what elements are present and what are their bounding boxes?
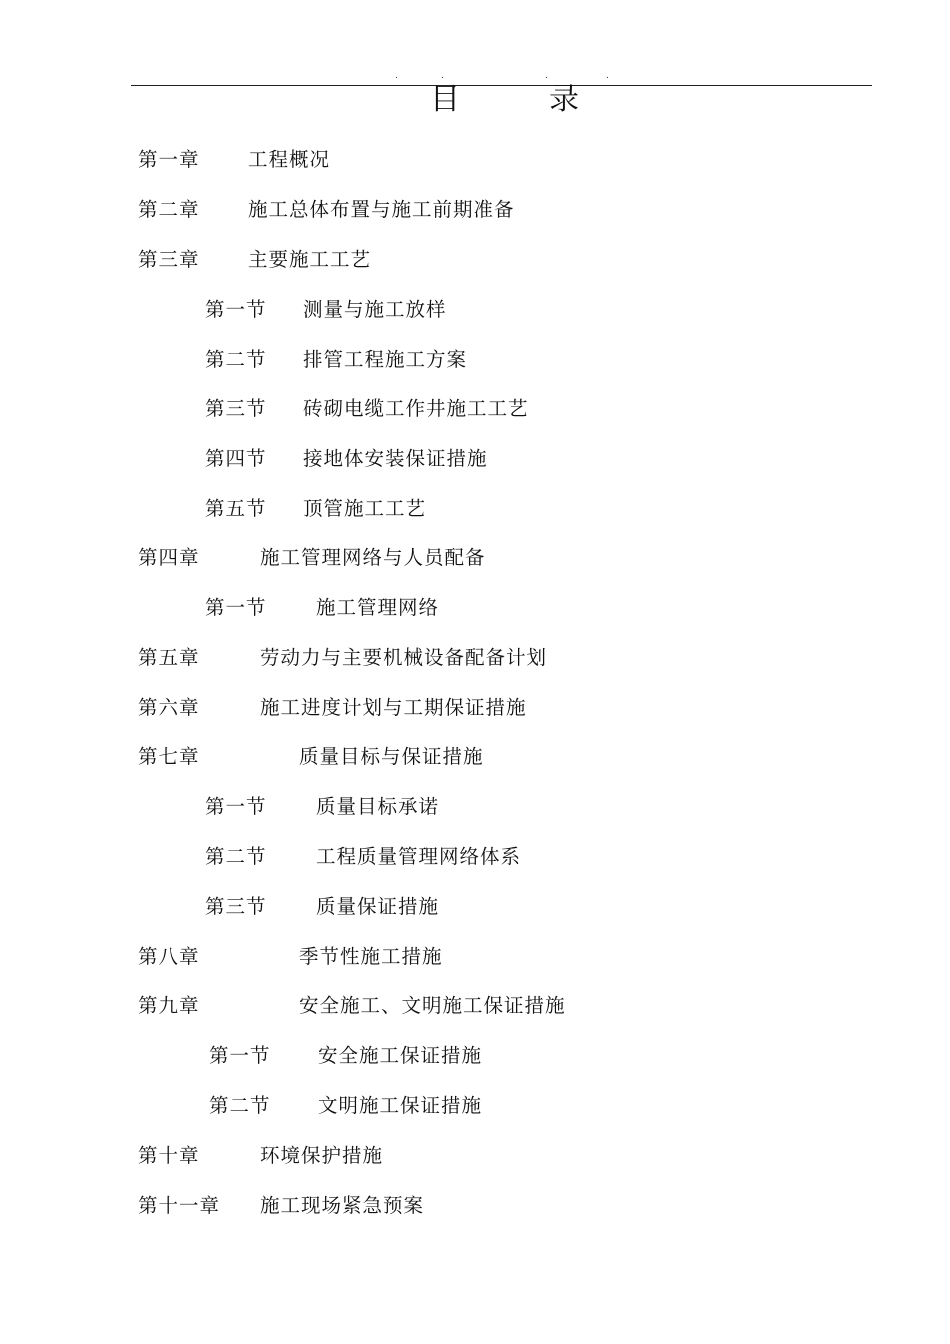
section-label: 第一节 <box>205 596 267 619</box>
header-dot: . <box>441 71 444 81</box>
chapter-title: 环境保护措施 <box>260 1144 384 1167</box>
section-label: 第四节 <box>205 447 267 470</box>
chapter-title: 施工进度计划与工期保证措施 <box>260 696 527 719</box>
section-label: 第三节 <box>205 397 267 420</box>
section-label: 第一节 <box>205 298 267 321</box>
chapter-title: 安全施工、文明施工保证措施 <box>299 994 566 1017</box>
section-title: 接地体安装保证措施 <box>303 447 488 470</box>
chapter-label: 第七章 <box>138 745 200 768</box>
section-label: 第二节 <box>209 1094 271 1117</box>
section-label: 第一节 <box>205 795 267 818</box>
section-title: 顶管施工工艺 <box>303 497 427 520</box>
chapter-title: 劳动力与主要机械设备配备计划 <box>260 646 548 669</box>
chapter-label: 第九章 <box>138 994 200 1017</box>
chapter-label: 第二章 <box>138 198 200 221</box>
chapter-label: 第五章 <box>138 646 200 669</box>
toc-title-char-2: 录 <box>549 82 579 117</box>
section-title: 工程质量管理网络体系 <box>316 845 522 868</box>
toc-title-char-1: 目 <box>430 82 460 117</box>
section-title: 质量保证措施 <box>316 895 440 918</box>
chapter-label: 第四章 <box>138 546 200 569</box>
section-title: 文明施工保证措施 <box>318 1094 483 1117</box>
header-dot: . <box>545 71 548 81</box>
chapter-label: 第六章 <box>138 696 200 719</box>
header-dot: . <box>395 71 398 81</box>
section-label: 第一节 <box>209 1044 271 1067</box>
chapter-title: 主要施工工艺 <box>248 248 372 271</box>
section-title: 测量与施工放样 <box>303 298 447 321</box>
chapter-title: 施工管理网络与人员配备 <box>260 546 486 569</box>
section-title: 安全施工保证措施 <box>318 1044 483 1067</box>
section-title: 排管工程施工方案 <box>303 348 468 371</box>
section-label: 第二节 <box>205 348 267 371</box>
section-title: 质量目标承诺 <box>316 795 440 818</box>
section-label: 第二节 <box>205 845 267 868</box>
chapter-title: 质量目标与保证措施 <box>299 745 484 768</box>
chapter-label: 第十一章 <box>138 1194 221 1217</box>
chapter-title: 施工现场紧急预案 <box>260 1194 425 1217</box>
header-rule <box>131 85 872 86</box>
chapter-label: 第三章 <box>138 248 200 271</box>
section-title: 施工管理网络 <box>316 596 440 619</box>
chapter-label: 第八章 <box>138 945 200 968</box>
chapter-label: 第一章 <box>138 148 200 171</box>
chapter-title: 工程概况 <box>248 148 331 171</box>
chapter-label: 第十章 <box>138 1144 200 1167</box>
header-dot: . <box>606 71 609 81</box>
section-label: 第三节 <box>205 895 267 918</box>
chapter-title: 季节性施工措施 <box>299 945 443 968</box>
chapter-title: 施工总体布置与施工前期准备 <box>248 198 515 221</box>
section-label: 第五节 <box>205 497 267 520</box>
section-title: 砖砌电缆工作井施工工艺 <box>303 397 529 420</box>
